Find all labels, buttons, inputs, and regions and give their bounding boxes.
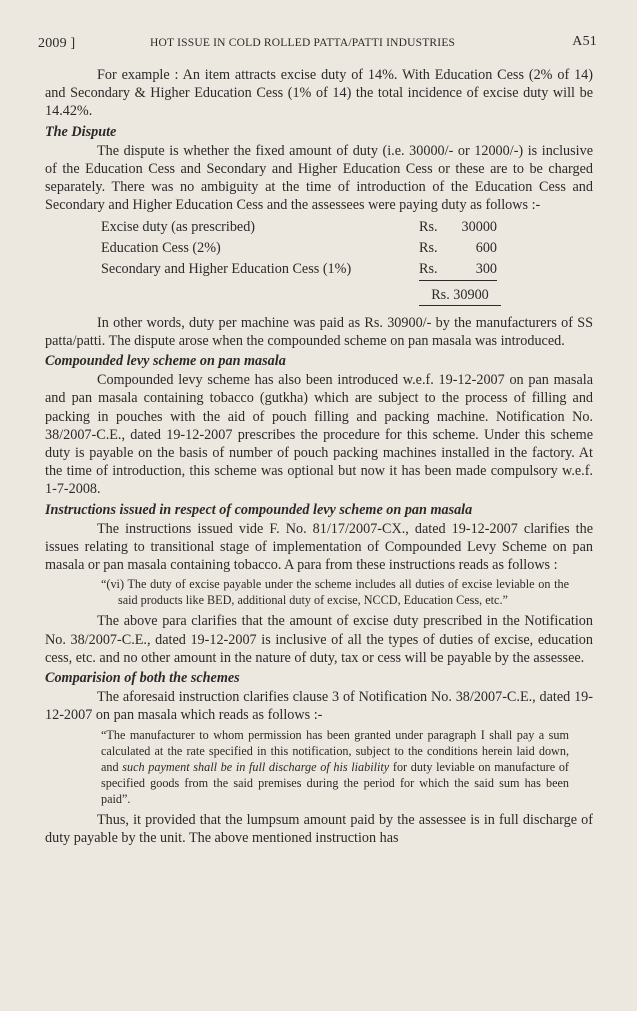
duty-desc: Excise duty (as prescribed) (101, 218, 256, 235)
page-number: A51 (572, 34, 597, 49)
heading-compounded-levy: Compounded levy scheme on pan masala (45, 353, 286, 370)
heading-dispute: The Dispute (45, 123, 117, 140)
paragraph-comparision: The aforesaid instruction clarifies clause 3 of Notification No. 38/2007-C.E., dated 19-12-2007 on pan masala which reads as follows :- (45, 689, 593, 724)
heading-instructions: Instructions issued in respect of compounded levy scheme on pan masala (45, 501, 473, 518)
duty-currency: Rs. (419, 218, 438, 235)
paragraph-example: For example : An item attracts excise duty of 14%. With Education Cess (2% of 14) and Secondary & Higher Education Cess (1% of 14) the total incidence of excise duty will be 14.42%. (45, 67, 593, 120)
quote-instruction-para: “(vi) The duty of excise payable under the scheme includes all duties of excise leviable on the said products like BED, additional duty of excise, NCCD, Education Cess, etc.” (101, 577, 569, 608)
page-header (38, 34, 599, 54)
duty-row (101, 217, 497, 238)
quote-text: for duty leviable on manufacture of specified goods from the said premises during the period for which the said sum has been paid”. (101, 759, 569, 806)
header-year: 2009 ] (38, 36, 76, 51)
duty-row (101, 259, 497, 281)
duty-table (101, 217, 497, 281)
duty-desc: Secondary and Higher Education Cess (1%) (101, 260, 352, 277)
duty-amount: 600 (475, 239, 497, 256)
paragraph-clarification: The above para clarifies that the amount of excise duty prescribed in the Notification No. 38/2007-C.E., dated 19-12-2007 is inclusive of all the types of duties of excise, education cess, etc. and no other amount in the nature of duty, tax or cess will be payable by the assessee. (45, 613, 593, 666)
duty-amount: 30000 (461, 218, 497, 235)
duty-desc: Education Cess (2%) (101, 239, 221, 256)
duty-amount: 300 (449, 259, 497, 281)
quote-emphasis: such payment shall be in full discharge of his liability (122, 759, 390, 774)
duty-currency: Rs. (419, 239, 438, 256)
running-title: HOT ISSUE IN COLD ROLLED PATTA/PATTI INDUSTRIES (150, 37, 456, 49)
paragraph-dispute: The dispute is whether the fixed amount of duty (i.e. 30000/- or 12000/-) is inclusive of the Education Cess and Secondary and Higher Education Cess or these are to be charged separately. There was no ambiguity at the time of introduction of the Education Cess and Secondary and Higher Education Cess and the assessees were paying duty as follows :- (45, 142, 593, 214)
duty-row (101, 238, 497, 259)
body-text (45, 66, 593, 847)
paragraph-other-words: In other words, duty per machine was paid as Rs. 30900/- by the manufacturers of SS patta/patti. The dispute arose when the compounded scheme on pan masala was introduced. (45, 314, 593, 349)
duty-currency: Rs. (419, 259, 449, 281)
paragraph-conclusion: Thus, it provided that the lumpsum amount paid by the assessee is in full discharge of duty payable by the unit. The above mentioned instruction has (45, 811, 593, 846)
heading-comparision: Comparision of both the schemes (45, 670, 240, 687)
paragraph-instructions: The instructions issued vide F. No. 81/17/2007-CX., dated 19-12-2007 clarifies the issues relating to transitional stage of implementation of Compounded Levy Scheme on pan masala or pan masala containing tobacco. A para from these instructions reads as follows : (45, 520, 593, 574)
quote-notification-clause (101, 727, 569, 807)
paragraph-compounded-levy: Compounded levy scheme has also been introduced w.e.f. 19-12-2007 on pan masala and pan masala containing tobacco (gutkha) which are subject to the process of filling and packing in pouches with the aid of pouch filling and packing machine. Notification No. 38/2007-C.E., dated 19-12-2007 prescribes the procedure for this scheme. Under this scheme duty is payable on the basis of number of pouch packing machines installed in the factory. At the time of introduction, this scheme was optional but now it has been made compulsory w.e.f. 1-7-2008. (45, 372, 593, 498)
duty-total: Rs. 30900 (419, 285, 501, 306)
quote-text: “The manufacturer to whom permission has been granted under paragraph I shall pay a sum calculated at the rate specified in this notification, subject to the conditions herein laid down, and (101, 727, 569, 774)
